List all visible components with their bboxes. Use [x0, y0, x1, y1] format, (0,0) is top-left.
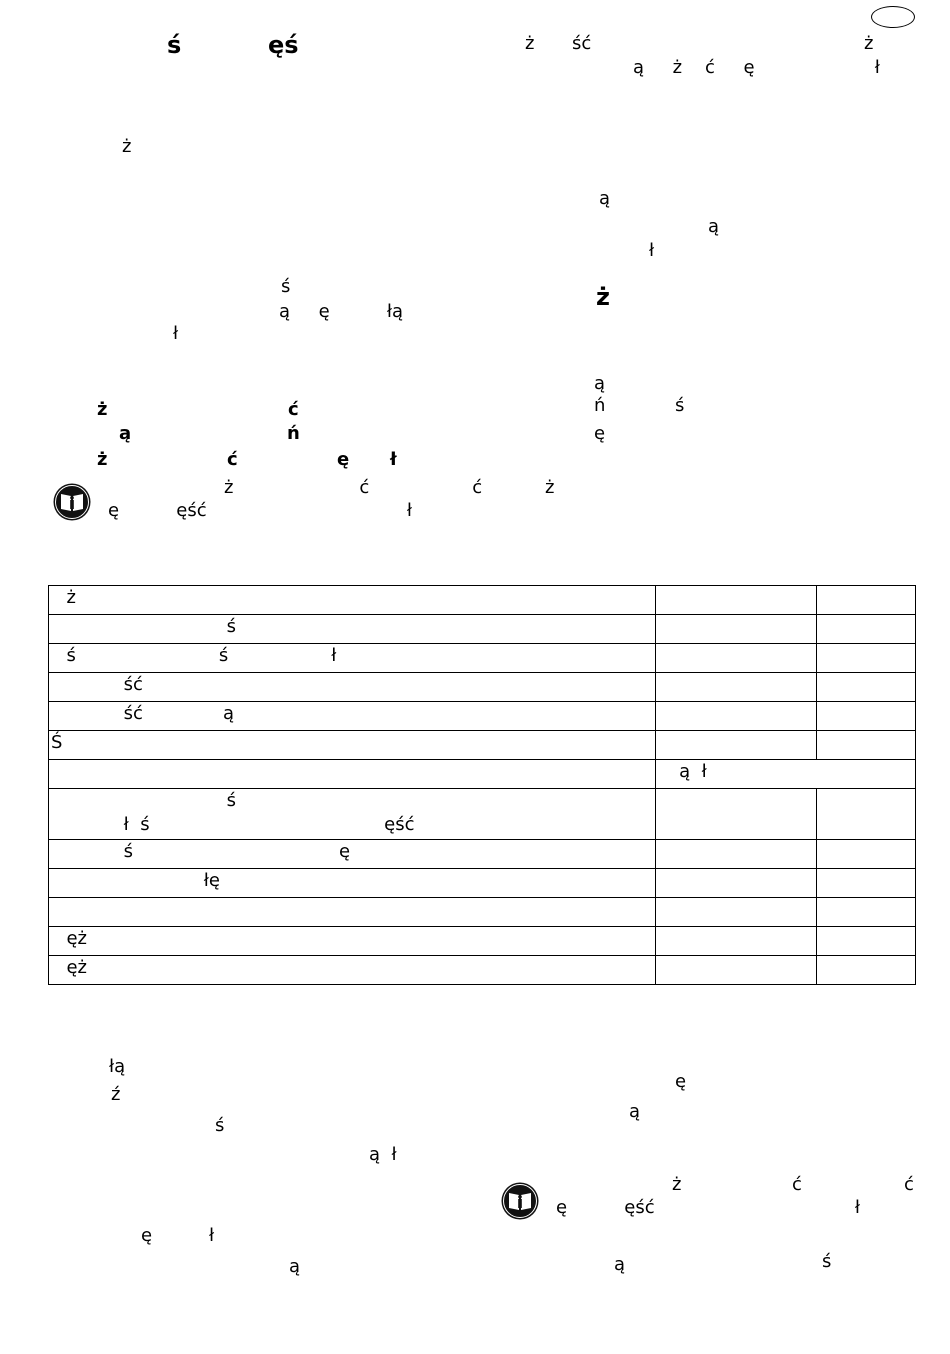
bottom-left-text-2: ź: [111, 1084, 121, 1105]
table-cell-label: ś ł ś ęść: [49, 789, 656, 840]
left-text-4: ł: [173, 323, 179, 344]
table-row: [49, 702, 916, 731]
bottom-left-text-3: ś: [215, 1115, 225, 1136]
bottom-right-note-1c: ć: [904, 1174, 914, 1195]
table-cell-value: [656, 702, 817, 731]
bottom-right-note-1b: ć: [792, 1174, 802, 1195]
table-cell-value: [656, 615, 817, 644]
table-row: [49, 615, 916, 644]
table-cell-value: [817, 927, 916, 956]
table-cell-label: ść ą: [49, 702, 656, 731]
bottom-right-text-3a: ą: [614, 1254, 626, 1275]
right-text-2: ą: [708, 216, 720, 237]
right-text-1: ą: [599, 188, 611, 209]
table-cell-value: [656, 840, 817, 869]
table-cell-value: [817, 673, 916, 702]
table-cell-value: [656, 586, 817, 615]
table-cell-label: ś ę: [49, 840, 656, 869]
table-row: [49, 789, 916, 840]
table-cell-value: [656, 789, 817, 840]
bottom-left-text-1: łą: [109, 1056, 126, 1077]
right-top-text-1b: ść: [572, 33, 592, 54]
table-row: [49, 731, 916, 760]
left-text-3: ą ę łą: [279, 301, 404, 322]
warning-text-3a: ż: [97, 449, 108, 470]
table-cell-value: [656, 869, 817, 898]
bottom-right-text-2: ą: [629, 1101, 641, 1122]
bottom-right-note-1a: ż: [672, 1174, 682, 1195]
table-cell-value: [656, 731, 817, 760]
table-row: [49, 956, 916, 985]
table-cell-value: [817, 644, 916, 673]
table-cell-value: [817, 586, 916, 615]
table-cell-label: ść: [49, 673, 656, 702]
book-icon: [501, 1182, 539, 1220]
table-cell-value: [817, 840, 916, 869]
warning-text-1b: ć: [288, 399, 299, 420]
spec-table: [48, 585, 916, 985]
table-cell-value: [656, 927, 817, 956]
right-text-3: ł: [649, 240, 655, 261]
table-cell-label: ęż: [49, 956, 656, 985]
table-cell-value: [817, 615, 916, 644]
heading-fragment-1: ś: [167, 31, 182, 59]
warning-text-2a: ą: [119, 423, 132, 444]
bottom-right-text-1: ę: [675, 1071, 687, 1092]
table-cell-label: ś: [49, 615, 656, 644]
bottom-right-text-3b: ś: [822, 1251, 832, 1272]
table-cell-label: ęż: [49, 927, 656, 956]
right-text-5a: ń: [594, 395, 606, 416]
table-row: [49, 760, 916, 789]
right-heading: ż: [596, 283, 610, 311]
bottom-left-text-5a: ę: [141, 1225, 153, 1246]
heading-fragment-2: ęś: [268, 31, 299, 59]
table-row: [49, 644, 916, 673]
left-text-2: ś: [281, 276, 291, 297]
bottom-left-text-4: ą ł: [369, 1144, 397, 1165]
manual-note-2: ę ęść ł: [108, 500, 413, 521]
manual-note-1: ż ć ć ż: [224, 477, 555, 498]
book-icon: [53, 483, 91, 521]
table-cell-label: Ś: [49, 731, 656, 760]
table-cell-value: [817, 956, 916, 985]
table-cell-label: ś ś ł: [49, 644, 656, 673]
table-cell-value: [656, 956, 817, 985]
table-cell-label: [49, 898, 656, 927]
table-cell-label: [49, 760, 656, 789]
table-cell-value: [656, 644, 817, 673]
table-cell-merged-value: ą ł: [656, 760, 916, 789]
right-top-text-2: ą ż ć ę ł: [633, 57, 880, 78]
right-top-text-1a: ż: [525, 33, 535, 54]
warning-text-3d: ł: [390, 449, 397, 470]
table-row: [49, 898, 916, 927]
country-badge: [871, 6, 915, 28]
table-cell-value: [817, 869, 916, 898]
table-cell-label: ż: [49, 586, 656, 615]
table-row: [49, 586, 916, 615]
bottom-right-note-2: ę ęść ł: [556, 1197, 861, 1218]
warning-text-3c: ę: [337, 449, 350, 470]
warning-text-2b: ń: [287, 423, 300, 444]
bottom-left-text-5b: ł: [209, 1225, 215, 1246]
table-row: [49, 869, 916, 898]
warning-text-1a: ż: [97, 399, 108, 420]
table-row: [49, 840, 916, 869]
table-row: [49, 673, 916, 702]
right-text-5b: ś: [675, 395, 685, 416]
right-top-text-1c: ż: [864, 33, 874, 54]
table-cell-value: [817, 731, 916, 760]
table-cell-value: [817, 702, 916, 731]
table-cell-label: łę: [49, 869, 656, 898]
table-row: [49, 927, 916, 956]
table-cell-value: [656, 898, 817, 927]
left-text-1: ż: [122, 136, 132, 157]
warning-text-3b: ć: [227, 449, 238, 470]
table-cell-value: [817, 789, 916, 840]
right-text-4: ą: [594, 373, 606, 394]
bottom-left-text-6: ą: [289, 1256, 301, 1277]
right-text-6: ę: [594, 423, 606, 444]
table-cell-value: [656, 673, 817, 702]
table-cell-value: [817, 898, 916, 927]
